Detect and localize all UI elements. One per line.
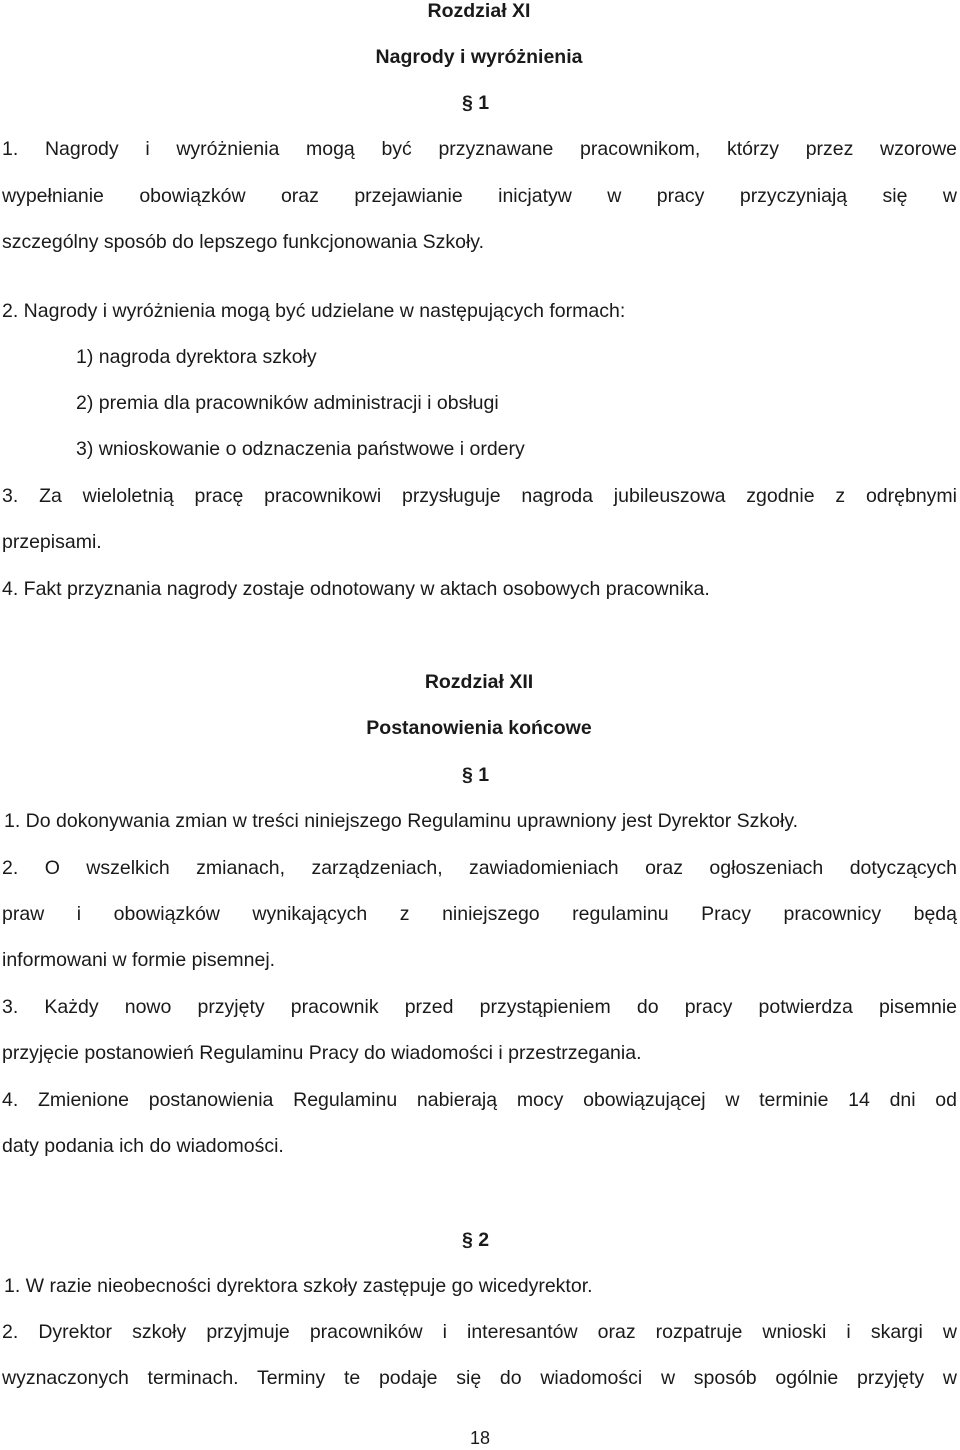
ch11-p1-line3: szczególny sposób do lepszego funkcjonowania Szkoły.: [2, 231, 485, 253]
ch11-p2-item2: 2) premia dla pracowników administracji i obsługi: [76, 392, 499, 414]
ch12-p4-line1: 4. Zmienione postanowienia Regulaminu nabierają mocy obowiązującej w terminie 14 dni od: [2, 1089, 957, 1111]
chapter-12-subtitle: Postanowienia końcowe: [366, 717, 592, 739]
ch11-p1-line1: 1. Nagrody i wyróżnienia mogą być przyznawane pracownikom, którzy przez wzorowe: [2, 138, 957, 160]
chapter-12-section-1: § 1: [462, 764, 490, 786]
ch11-p2-line1: 2. Nagrody i wyróżnienia mogą być udzielane w następujących formach:: [2, 300, 626, 322]
ch12-p3-line2: przyjęcie postanowień Regulaminu Pracy do wiadomości i przestrzegania.: [2, 1042, 642, 1064]
chapter-12-section-2: § 2: [462, 1229, 490, 1251]
ch12-p1-line1: 1. Do dokonywania zmian w treści niniejszego Regulaminu uprawniony jest Dyrektor Szkoły.: [4, 810, 799, 832]
ch11-p4-line1: 4. Fakt przyznania nagrody zostaje odnotowany w aktach osobowych pracownika.: [2, 578, 710, 600]
ch11-p3-line2: przepisami.: [2, 531, 102, 553]
ch12-p2-line3: informowani w formie pisemnej.: [2, 949, 276, 971]
ch12-p2-line2: praw i obowiązków wynikających z niniejszego regulaminu Pracy pracownicy będą: [2, 903, 957, 925]
ch12-s2-p2-line1: 2. Dyrektor szkoły przyjmuje pracowników i interesantów oraz rozpatruje wnioski i skargi w: [2, 1321, 957, 1343]
page-number: 18: [469, 1428, 491, 1448]
chapter-11-section-1: § 1: [462, 92, 490, 114]
ch11-p1-line2: wypełnianie obowiązków oraz przejawianie inicjatyw w pracy przyczyniają się w: [2, 185, 957, 207]
ch11-p2-item1: 1) nagroda dyrektora szkoły: [76, 346, 317, 368]
chapter-11-title: Rozdział XI: [427, 0, 531, 22]
ch12-p3-line1: 3. Każdy nowo przyjęty pracownik przed przystąpieniem do pracy potwierdza pisemnie: [2, 996, 957, 1018]
chapter-12-title: Rozdział XII: [424, 671, 534, 693]
ch11-p3-line1: 3. Za wieloletnią pracę pracownikowi przysługuje nagroda jubileuszowa zgodnie z odrębnymi: [2, 485, 957, 507]
ch12-p4-line2: daty podania ich do wiadomości.: [2, 1135, 284, 1157]
chapter-11-subtitle: Nagrody i wyróżnienia: [375, 46, 583, 68]
ch11-p2-item3: 3) wnioskowanie o odznaczenia państwowe i ordery: [76, 438, 525, 460]
ch12-p2-line1: 2. O wszelkich zmianach, zarządzeniach, zawiadomieniach oraz ogłoszeniach dotyczących: [2, 857, 957, 879]
ch12-s2-p1-line1: 1. W razie nieobecności dyrektora szkoły zastępuje go wicedyrektor.: [4, 1275, 593, 1297]
ch12-s2-p2-line2: wyznaczonych terminach. Terminy te podaje się do wiadomości w sposób ogólnie przyjęty w: [2, 1367, 957, 1389]
